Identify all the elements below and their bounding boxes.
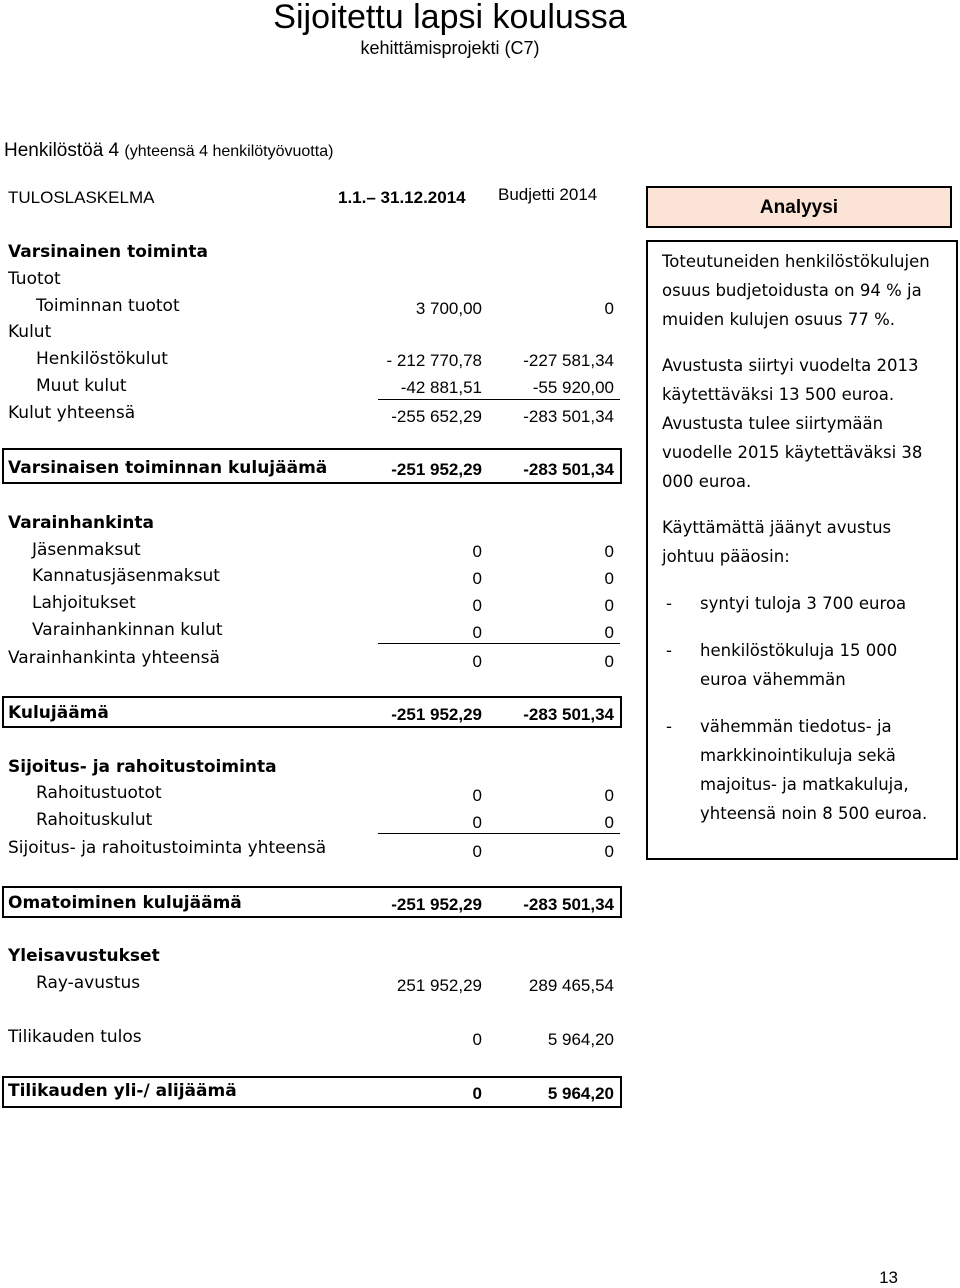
value-yli-alijaama-budget: 5 964,20 xyxy=(547,1084,614,1103)
section-yleisavustukset: Yleisavustukset xyxy=(8,946,160,966)
value-rahoituskulut-budget: 0 xyxy=(604,813,614,832)
label-kulujaama: Kulujäämä xyxy=(8,703,109,723)
label-muut-kulut: Muut kulut xyxy=(36,376,127,396)
value-rahoitustuotot-budget: 0 xyxy=(604,786,614,805)
analysis-paragraph-3 xyxy=(662,513,891,571)
label-kulut: Kulut xyxy=(8,322,52,342)
value-omatoiminen-actual: -251 952,29 xyxy=(391,895,482,914)
analysis-text-line: syntyi tuloja 3 700 euroa xyxy=(700,594,907,613)
subtotal-rule xyxy=(378,643,620,644)
value-toiminnan-tuotot-budget: 0 xyxy=(604,299,614,318)
label-kannatusjasenmaksut: Kannatusjäsenmaksut xyxy=(32,566,220,586)
staff-count: Henkilöstöä 4 xyxy=(4,140,120,161)
label-toiminnan-tuotot: Toiminnan tuotot xyxy=(36,296,180,316)
analysis-paragraph-1 xyxy=(662,247,930,334)
label-varsinaisen-kulujaama: Varsinaisen toiminnan kulujäämä xyxy=(8,458,328,478)
label-varainhankinta-yhteensa: Varainhankinta yhteensä xyxy=(8,648,220,668)
document-subtitle: kehittämisprojekti (C7) xyxy=(360,38,540,58)
analysis-text-line: 000 euroa. xyxy=(662,472,752,491)
value-varsinaisen-kulujaama-budget: -283 501,34 xyxy=(523,460,614,479)
value-tilikauden-tulos-budget: 5 964,20 xyxy=(547,1030,614,1049)
label-tuotot: Tuotot xyxy=(8,269,61,289)
value-toiminnan-tuotot-actual: 3 700,00 xyxy=(415,299,482,318)
label-rahoituskulut: Rahoituskulut xyxy=(36,810,153,830)
analysis-bullet-2 xyxy=(700,636,897,694)
bullet-dash: - xyxy=(666,594,672,613)
value-kulut-yhteensa-actual: -255 652,29 xyxy=(391,407,482,426)
value-omatoiminen-budget: -283 501,34 xyxy=(523,895,614,914)
value-ray-actual: 251 952,29 xyxy=(396,976,482,995)
budget-column-header: Budjetti 2014 xyxy=(498,185,598,204)
value-henkilostokulut-budget: -227 581,34 xyxy=(523,351,614,370)
label-jasenmaksut: Jäsenmaksut xyxy=(32,540,141,560)
bullet-dash: - xyxy=(666,717,672,736)
analysis-text-line: Avustusta tulee siirtymään xyxy=(662,414,884,433)
analysis-text-line: yhteensä noin 8 500 euroa. xyxy=(700,804,928,823)
analysis-text-line: Toteutuneiden henkilöstökulujen xyxy=(662,252,930,271)
section-sijoitus: Sijoitus- ja rahoitustoiminta xyxy=(8,757,277,777)
analysis-text-line: Avustusta siirtyi vuodelta 2013 xyxy=(662,356,919,375)
value-tilikauden-tulos-actual: 0 xyxy=(472,1030,482,1049)
analysis-text-line: henkilöstökuluja 15 000 xyxy=(700,641,898,660)
value-sijoitus-yhteensa-actual: 0 xyxy=(472,842,482,861)
value-jasenmaksut-actual: 0 xyxy=(472,542,482,561)
analysis-text-line: Käyttämättä jäänyt avustus xyxy=(662,518,892,537)
analysis-heading: Analyysi xyxy=(646,186,952,228)
value-varainhankinta-yhteensa-actual: 0 xyxy=(472,652,482,671)
value-kannatusjasenmaksut-budget: 0 xyxy=(604,569,614,588)
value-kulut-yhteensa-budget: -283 501,34 xyxy=(523,407,614,426)
label-sijoitus-yhteensa: Sijoitus- ja rahoitustoiminta yhteensä xyxy=(8,838,327,858)
value-varainhankinnan-kulut-budget: 0 xyxy=(604,623,614,642)
analysis-text-line: osuus budjetoidusta on 94 % ja xyxy=(662,281,922,300)
value-muut-kulut-budget: -55 920,00 xyxy=(532,378,614,397)
value-rahoituskulut-actual: 0 xyxy=(472,813,482,832)
analysis-text-line: muiden kulujen osuus 77 %. xyxy=(662,310,896,329)
value-ray-budget: 289 465,54 xyxy=(528,976,614,995)
section-varsinainen: Varsinainen toiminta xyxy=(8,242,208,262)
value-yli-alijaama-actual: 0 xyxy=(472,1084,482,1103)
analysis-bullet-1 xyxy=(700,589,906,618)
value-varsinaisen-kulujaama-actual: -251 952,29 xyxy=(391,460,482,479)
statement-heading: TULOSLASKELMA xyxy=(8,188,155,207)
label-ray-avustus: Ray-avustus xyxy=(36,973,141,993)
value-henkilostokulut-actual: - 212 770,78 xyxy=(386,351,482,370)
value-varainhankinta-yhteensa-budget: 0 xyxy=(604,652,614,671)
analysis-text-line: markkinointikuluja sekä xyxy=(700,746,896,765)
analysis-text-line: euroa vähemmän xyxy=(700,670,846,689)
value-rahoitustuotot-actual: 0 xyxy=(472,786,482,805)
subtotal-rule xyxy=(378,833,620,834)
page-number: 13 xyxy=(879,1268,898,1287)
label-rahoitustuotot: Rahoitustuotot xyxy=(36,783,162,803)
value-kulujaama-actual: -251 952,29 xyxy=(391,705,482,724)
value-lahjoitukset-budget: 0 xyxy=(604,596,614,615)
label-tilikauden-tulos: Tilikauden tulos xyxy=(8,1027,142,1047)
label-henkilostokulut: Henkilöstökulut xyxy=(36,349,168,369)
analysis-text-line: käytettäväksi 13 500 euroa. xyxy=(662,385,895,404)
analysis-text-line: vähemmän tiedotus- ja xyxy=(700,717,892,736)
staff-line xyxy=(4,140,333,162)
document-title: Sijoitettu lapsi koulussa xyxy=(273,0,627,36)
label-yli-alijaama: Tilikauden yli-/ alijäämä xyxy=(8,1081,237,1101)
label-omatoiminen-kulujaama: Omatoiminen kulujäämä xyxy=(8,893,242,913)
analysis-bullet-3 xyxy=(700,712,927,828)
label-kulut-yhteensa: Kulut yhteensä xyxy=(8,403,136,423)
period-column-header: 1.1.– 31.12.2014 xyxy=(338,188,466,207)
analysis-paragraph-2 xyxy=(662,351,922,496)
section-varainhankinta: Varainhankinta xyxy=(8,513,154,533)
value-sijoitus-yhteensa-budget: 0 xyxy=(604,842,614,861)
analysis-text-line: majoitus- ja matkakuluja, xyxy=(700,775,909,794)
value-lahjoitukset-actual: 0 xyxy=(472,596,482,615)
value-kulujaama-budget: -283 501,34 xyxy=(523,705,614,724)
label-varainhankinnan-kulut: Varainhankinnan kulut xyxy=(32,620,223,640)
label-lahjoitukset: Lahjoitukset xyxy=(32,593,136,613)
staff-note: (yhteensä 4 henkilötyövuotta) xyxy=(124,143,334,160)
value-muut-kulut-actual: -42 881,51 xyxy=(400,378,482,397)
analysis-text-line: johtuu pääosin: xyxy=(662,547,790,566)
value-kannatusjasenmaksut-actual: 0 xyxy=(472,569,482,588)
value-jasenmaksut-budget: 0 xyxy=(604,542,614,561)
bullet-dash: - xyxy=(666,641,672,660)
subtotal-rule xyxy=(378,399,620,400)
analysis-text-line: vuodelle 2015 käytettäväksi 38 xyxy=(662,443,923,462)
value-varainhankinnan-kulut-actual: 0 xyxy=(472,623,482,642)
